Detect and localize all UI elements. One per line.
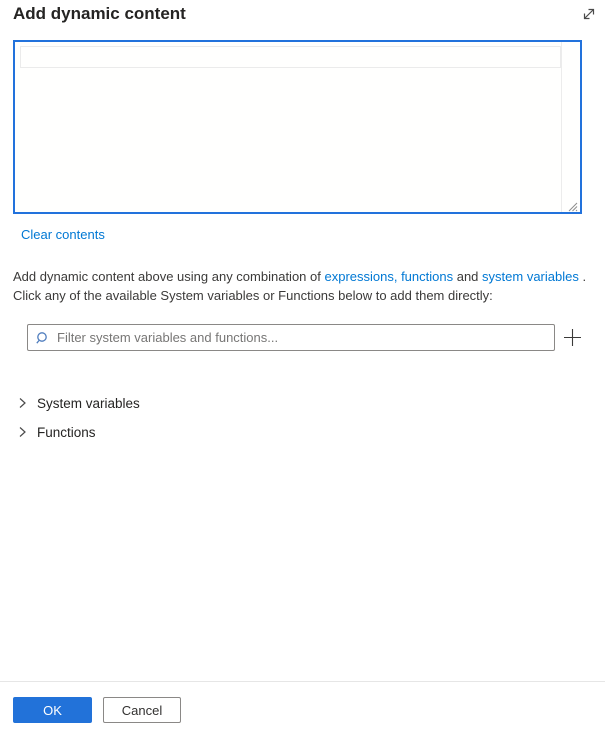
footer-divider — [0, 681, 605, 682]
section-label: System variables — [37, 395, 140, 411]
expressions-functions-link[interactable]: expressions, functions — [324, 269, 454, 284]
section-functions[interactable] — [16, 421, 576, 443]
search-icon — [36, 331, 50, 345]
description-part3: . — [578, 269, 587, 284]
expression-editor[interactable] — [13, 40, 582, 214]
chevron-right-icon — [16, 426, 28, 438]
clear-contents-link[interactable]: Clear contents — [21, 227, 105, 242]
system-variables-link[interactable]: system variables — [482, 269, 579, 284]
editor-active-line — [20, 46, 561, 68]
filter-box — [27, 324, 555, 351]
filter-input[interactable] — [57, 330, 546, 345]
ok-button[interactable]: OK — [13, 697, 92, 723]
description-part2: and — [453, 269, 483, 284]
editor-scrollbar-gutter — [561, 42, 562, 212]
expand-icon — [581, 6, 597, 22]
cancel-button[interactable]: Cancel — [103, 697, 181, 723]
chevron-right-icon — [16, 397, 28, 409]
section-label: Functions — [37, 424, 96, 440]
panel-title: Add dynamic content — [13, 4, 186, 23]
expand-panel-button[interactable] — [579, 4, 599, 24]
description-line2: Click any of the available System variables or Functions below to add them directly: — [13, 288, 493, 303]
footer-buttons — [13, 697, 181, 723]
plus-icon — [563, 328, 582, 347]
resize-grip-icon[interactable] — [567, 199, 578, 210]
section-system-variables[interactable] — [16, 392, 576, 414]
filter-row — [27, 324, 585, 351]
add-button[interactable] — [559, 324, 585, 351]
description-text — [13, 267, 593, 305]
description-part1: Add dynamic content above using any combination of — [13, 269, 325, 284]
